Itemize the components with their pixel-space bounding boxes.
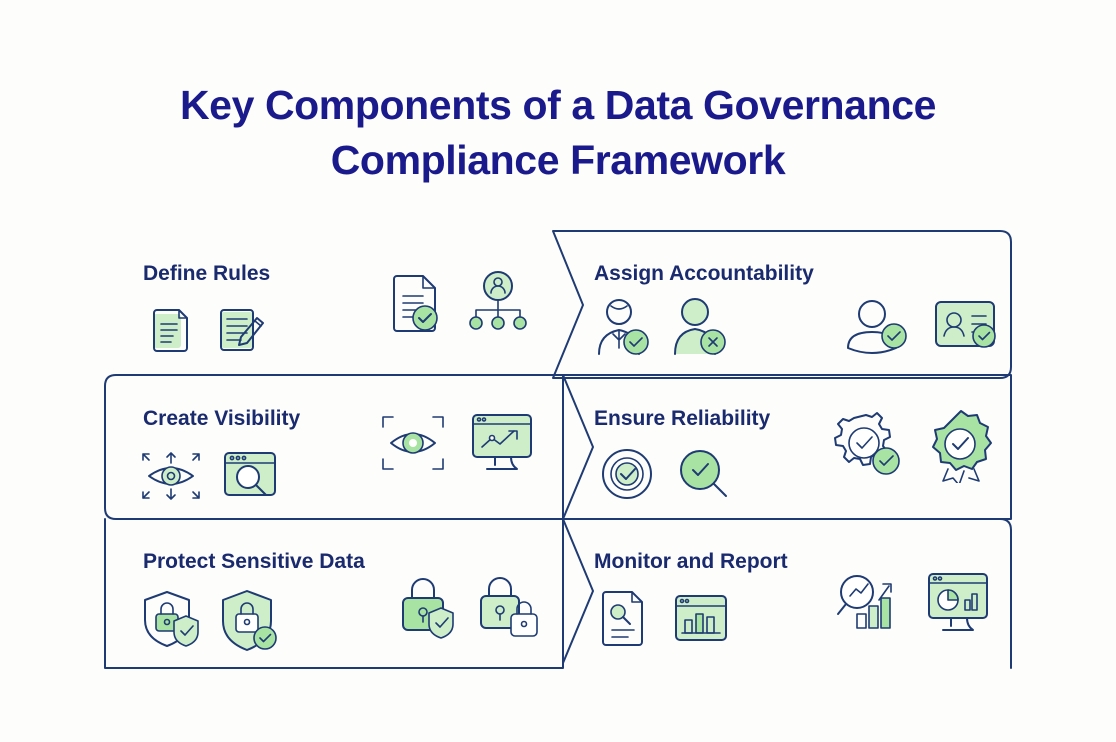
org-hierarchy-icon (463, 268, 533, 340)
panel-title-protect-sensitive-data: Protect Sensitive Data (143, 550, 365, 573)
icon-row-define-rules-left (143, 302, 273, 358)
award-ribbon-check-icon (922, 407, 1000, 483)
shield-keyhole-icon (217, 586, 281, 652)
panel-title-ensure-reliability: Ensure Reliability (594, 407, 771, 430)
icon-row-monitor-and-report-left (596, 586, 732, 652)
panel-assign-accountability (563, 240, 1013, 375)
icon-row-protect-sensitive-data-left (139, 586, 281, 652)
panel-create-visibility (105, 385, 565, 519)
eye-expand-icon (139, 443, 203, 509)
magnifier-check-icon (672, 441, 734, 507)
panel-monitor-and-report (563, 530, 1013, 666)
monitor-pie-chart-icon (921, 566, 997, 640)
bar-chart-window-icon (670, 586, 732, 652)
icon-row-create-visibility-right (375, 407, 541, 479)
panel-ensure-reliability (563, 385, 1013, 519)
padlock-pair-icon (475, 574, 543, 646)
icon-row-ensure-reliability-left (596, 441, 734, 507)
panel-title-define-rules: Define Rules (143, 262, 271, 285)
monitor-analytics-icon (465, 407, 541, 479)
panel-title-create-visibility: Create Visibility (143, 407, 301, 430)
panel-title-monitor-and-report: Monitor and Report (594, 550, 788, 573)
document-checklist-pen-icon (213, 302, 273, 358)
gear-check-icon (828, 407, 908, 483)
icon-row-assign-accountability-left (591, 292, 729, 364)
page-title-line-1: Key Components of a Data Governance (179, 82, 937, 128)
panel-define-rules (105, 240, 565, 370)
document-lines-icon (143, 302, 199, 358)
page-title (0, 78, 1116, 188)
magnifier-growth-chart-icon (831, 566, 907, 640)
person-check-icon (591, 292, 653, 364)
icon-row-define-rules-right (385, 268, 533, 340)
browser-search-icon (217, 443, 285, 509)
panel-protect-sensitive-data (105, 530, 565, 666)
page-title-line-2: Compliance Framework (330, 137, 786, 183)
document-check-icon (385, 268, 449, 340)
icon-row-protect-sensitive-data-right (393, 574, 543, 646)
person-remove-icon (667, 292, 729, 364)
icon-row-create-visibility-left (139, 443, 285, 509)
document-profile-search-icon (596, 586, 656, 652)
shield-lock-icon (139, 586, 203, 652)
icon-row-ensure-reliability-right (828, 407, 1000, 483)
padlock-shield-icon (393, 574, 461, 646)
id-badge-card-icon (928, 292, 1004, 364)
panel-title-assign-accountability: Assign Accountability (594, 262, 814, 285)
icon-row-assign-accountability-right (838, 292, 1004, 364)
icon-row-monitor-and-report-right (831, 566, 997, 640)
user-group-check-icon (838, 292, 914, 364)
eye-scan-frame-icon (375, 407, 451, 479)
target-check-icon (596, 441, 658, 507)
